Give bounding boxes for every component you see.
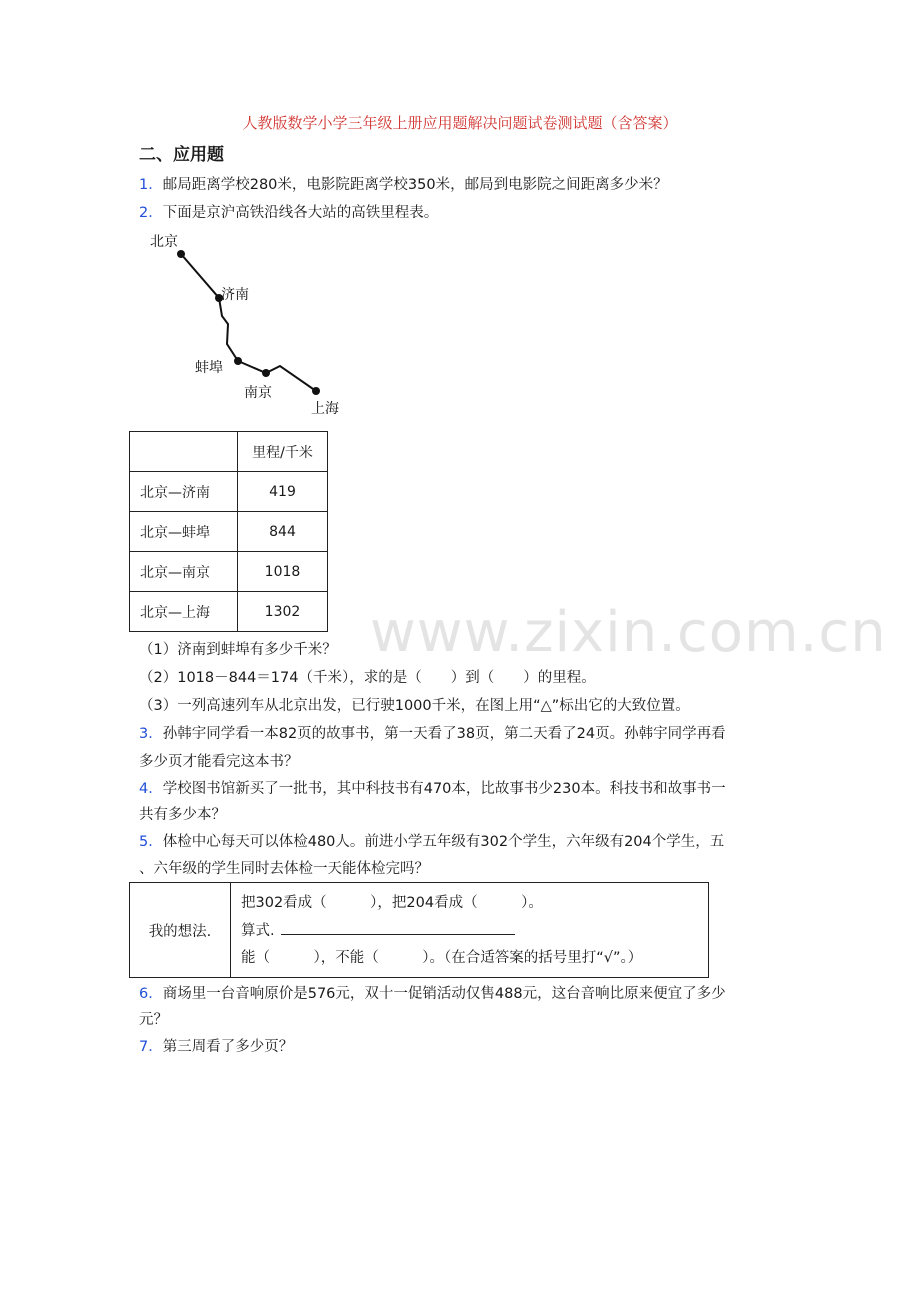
route-cell: 北京—蚌埠 (130, 512, 238, 552)
question-4 (139, 777, 726, 798)
km-cell: 844 (238, 512, 328, 552)
question-3-continued: 多少页才能看完这本书？ (139, 754, 299, 770)
question-number: 3． (139, 726, 163, 742)
section-heading: 二、应用题 (139, 145, 224, 165)
station-dot (234, 357, 242, 365)
question-text: 学校图书馆新买了一批书，其中科技书有470本，比故事书少230本。科技书和故事书一 (162, 781, 726, 797)
station-dot (177, 250, 185, 258)
box-row-2 (241, 919, 515, 940)
mileage-table (129, 431, 328, 632)
question-3 (139, 722, 726, 743)
my-thinking-box (129, 882, 709, 978)
formula-label: 算式. (241, 923, 275, 939)
question-text: 体检中心每天可以体检480人。前进小学五年级有302个学生，六年级有204个学生，五 (162, 834, 725, 850)
question-4-continued: 共有多少本？ (139, 807, 226, 823)
question-5-continued: 、六年级的学生同时去体检一天能体检完吗？ (139, 861, 429, 877)
station-label: 上海 (311, 401, 339, 417)
question-number: 6． (139, 986, 163, 1002)
question-5 (139, 830, 724, 851)
question-number: 1． (139, 177, 163, 193)
table-row (130, 512, 328, 552)
station-label: 北京 (150, 234, 178, 250)
table-row (130, 592, 328, 632)
box-label: 我的想法. (130, 883, 231, 977)
question-7 (139, 1035, 293, 1056)
question-number: 7． (139, 1039, 163, 1055)
station-label: 南京 (244, 385, 272, 401)
question-text: 下面是京沪高铁沿线各大站的高铁里程表。 (162, 205, 439, 221)
km-cell: 1018 (238, 552, 328, 592)
question-2 (139, 201, 438, 222)
subquestion-2: （2）1018－844＝174（千米），求的是（ ）到（ ）的里程。 (139, 670, 596, 686)
km-cell: 1302 (238, 592, 328, 632)
box-row-1: 把302看成（ ），把204看成（ ）。 (241, 895, 543, 911)
station-label: 济南 (221, 287, 249, 303)
watermark: www.zixin.com.cn (370, 600, 887, 665)
station-dot (312, 387, 320, 395)
table-row (130, 472, 328, 512)
box-row-3: 能（ ），不能（ ）。（在合适答案的括号里打“√”。） (241, 950, 643, 966)
route-cell: 北京—上海 (130, 592, 238, 632)
question-number: 5． (139, 834, 163, 850)
subquestion-1: （1）济南到蚌埠有多少千米？ (139, 642, 337, 658)
question-text: 孙韩宇同学看一本82页的故事书，第一天看了38页，第二天看了24页。孙韩宇同学再看 (162, 726, 726, 742)
station-label: 蚌埠 (195, 360, 223, 376)
question-number: 2． (139, 205, 163, 221)
answer-blank[interactable] (281, 920, 515, 935)
table-header-cell (130, 432, 238, 472)
question-text: 第三周看了多少页？ (162, 1039, 294, 1055)
question-1 (139, 173, 668, 194)
route-cell: 北京—济南 (130, 472, 238, 512)
route-cell: 北京—南京 (130, 552, 238, 592)
subquestion-3: （3）一列高速列车从北京出发，已行驶1000千米，在图上用“△”标出它的大致位置。 (139, 698, 690, 714)
question-6-continued: 元？ (139, 1012, 168, 1028)
table-header-row (130, 432, 328, 472)
question-number: 4． (139, 781, 163, 797)
table-row (130, 552, 328, 592)
question-text: 邮局距离学校280米，电影院距离学校350米，邮局到电影院之间距离多少米？ (162, 177, 668, 193)
question-text: 商场里一台音响原价是576元，双十一促销活动仅售488元，这台音响比原来便宜了多少 (162, 986, 726, 1002)
table-header-cell: 里程/千米 (238, 432, 328, 472)
station-dot (262, 369, 270, 377)
question-6 (139, 982, 726, 1003)
document-title: 人教版数学小学三年级上册应用题解决问题试卷测试题（含答案） (242, 114, 678, 132)
km-cell: 419 (238, 472, 328, 512)
railway-map (140, 226, 360, 421)
